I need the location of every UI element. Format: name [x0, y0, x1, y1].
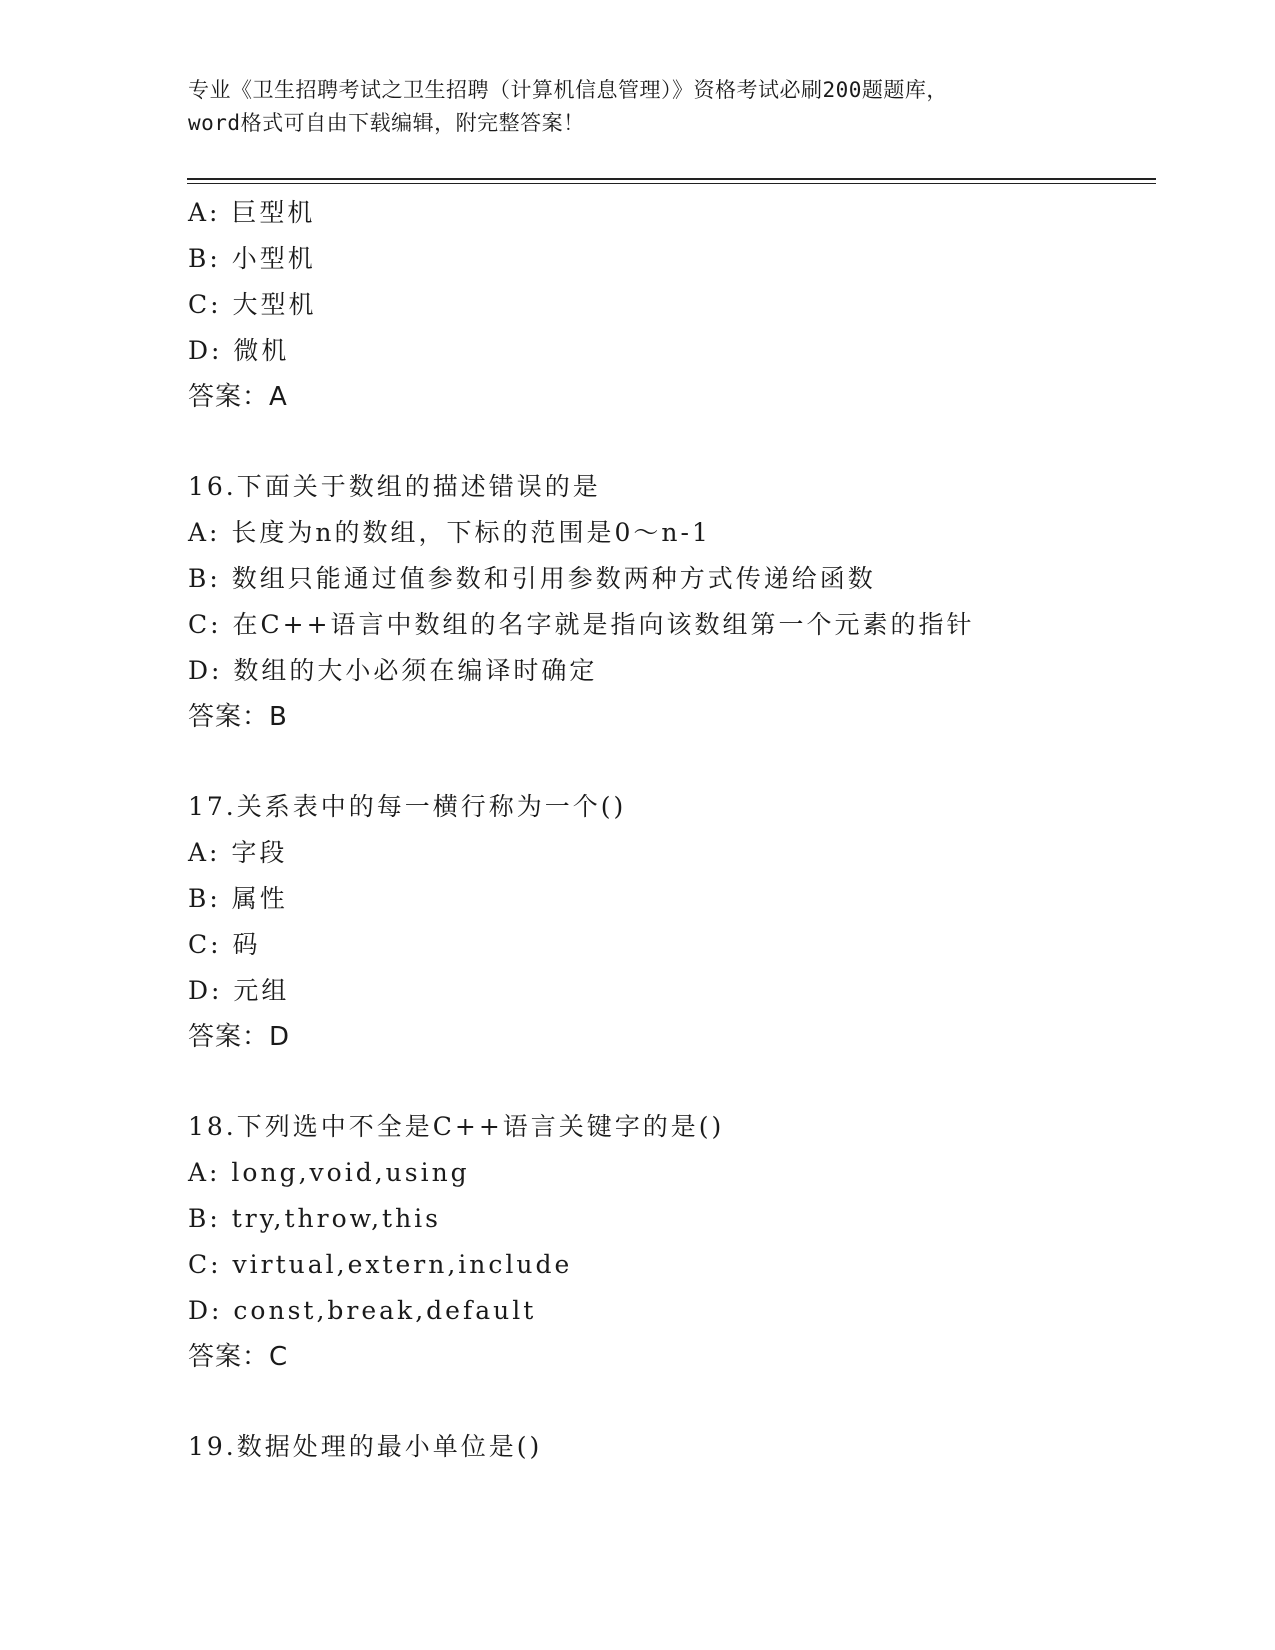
header-divider-thin	[187, 183, 1156, 184]
option-b: B: 小型机	[188, 244, 316, 273]
question-18	[188, 1104, 1168, 1380]
question-text: 19.数据处理的最小单位是()	[188, 1432, 543, 1461]
question-text: 18.下列选中不全是C++语言关键字的是()	[188, 1112, 725, 1141]
question-17	[188, 784, 1168, 1060]
option-b: B: 属性	[188, 884, 288, 913]
answer: 答案：A	[188, 382, 288, 412]
question-text: 16.下面关于数组的描述错误的是	[188, 472, 601, 501]
option-d: D: 数组的大小必须在编译时确定	[188, 656, 598, 685]
option-c: C: 在C++语言中数组的名字就是指向该数组第一个元素的指针	[188, 610, 975, 639]
answer: 答案：B	[188, 702, 288, 732]
option-a: A: 字段	[188, 838, 288, 867]
option-c: C: virtual,extern,include	[188, 1250, 573, 1279]
question-19	[188, 1424, 1168, 1470]
header-divider	[187, 178, 1156, 180]
answer: 答案：C	[188, 1342, 289, 1372]
document-header	[188, 74, 1088, 140]
option-a: A: 巨型机	[188, 198, 316, 227]
answer: 答案：D	[188, 1022, 291, 1052]
option-c: C: 码	[188, 930, 261, 959]
option-a: A: long,void,using	[188, 1158, 470, 1187]
question-text: 17.关系表中的每一横行称为一个()	[188, 792, 627, 821]
option-d: D: const,break,default	[188, 1296, 537, 1325]
question-15	[188, 190, 1168, 420]
option-d: D: 微机	[188, 336, 290, 365]
question-16	[188, 464, 1168, 740]
question-list	[188, 190, 1168, 1470]
option-a: A: 长度为n的数组，下标的范围是0～n-1	[188, 518, 711, 547]
option-d: D: 元组	[188, 976, 290, 1005]
option-b: B: try,throw,this	[188, 1204, 441, 1233]
header-line-2: word格式可自由下载编辑，附完整答案！	[188, 111, 585, 135]
option-b: B: 数组只能通过值参数和引用参数两种方式传递给函数	[188, 564, 876, 593]
header-line-1: 专业《卫生招聘考试之卫生招聘（计算机信息管理）》资格考试必刷200题题库，	[188, 78, 948, 102]
option-c: C: 大型机	[188, 290, 317, 319]
